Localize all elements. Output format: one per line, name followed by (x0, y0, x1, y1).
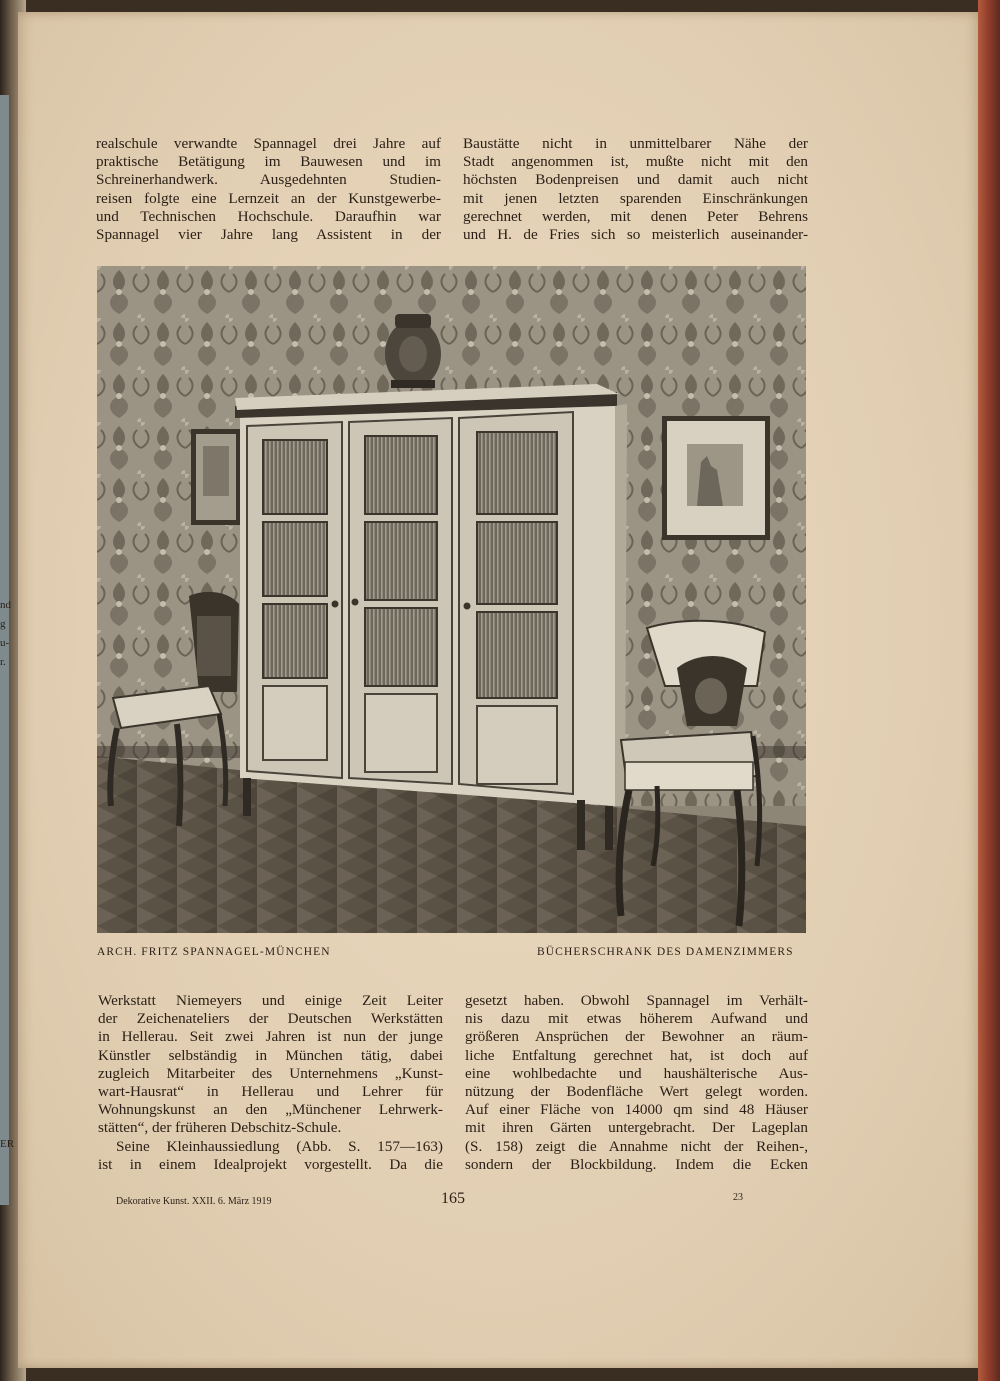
text-line: nis dazu mit etwas höherem Aufwand und (465, 1010, 808, 1028)
text-column-bottom-left (98, 992, 443, 1174)
text-line: höchsten Bodenpreisen und damit auch nicht (463, 171, 808, 189)
journal-footer: Dekorative Kunst. XXII. 6. März 1919 (116, 1196, 272, 1207)
text-line: in Hellerau. Seit zwei Jahren ist nun der junge (98, 1028, 443, 1046)
text-line: stätten“, der früheren Debschitz-Schule. (98, 1119, 342, 1137)
text-line: liche Entfaltung gerechnet hat, ist doch auf (465, 1046, 808, 1064)
text-line: Schreinerhandwerk. Ausgedehnten Studien- (96, 171, 441, 189)
text-line: gesetzt haben. Obwohl Spannagel im Verhält- (465, 992, 808, 1009)
facing-page-image-strip (0, 95, 9, 1205)
photo-caption-title: BÜCHERSCHRANK DES DAMENZIMMERS (537, 946, 794, 958)
facing-page-fragment: g (0, 618, 6, 630)
text-column-bottom-right (465, 992, 808, 1174)
text-line: wart-Hausrat“ in Hellerau und Lehrer für (98, 1083, 443, 1101)
text-column-top-right (463, 135, 808, 244)
text-line: Auf einer Fläche von 14000 qm sind 48 Häuser (465, 1101, 808, 1119)
text-line: mit ihren Gärten untergebracht. Der Lageplan (465, 1119, 808, 1137)
page-number: 165 (441, 1190, 465, 1207)
facing-page-fragment: r. (0, 656, 6, 668)
text-line: größeren Ansprüchen der Bewohner an räum- (465, 1028, 808, 1046)
text-line: sondern der Blockbildung. Indem die Ecken (465, 1155, 808, 1173)
photo-caption-architect: ARCH. FRITZ SPANNAGEL-MÜNCHEN (97, 946, 331, 958)
text-line: Wohnungskunst an den „Münchener Lehrwerk- (98, 1101, 443, 1119)
facing-page-fragment: nd (0, 599, 11, 611)
text-line: Künstler selbständig in München tätig, dabei (98, 1046, 443, 1064)
bookcase-photo-illustration (97, 266, 806, 933)
text-line: Seine Kleinhaussiedlung (Abb. S. 157—163) (116, 1137, 443, 1155)
text-line: gerechnet werden, mit denen Peter Behrens (463, 207, 808, 225)
text-line: praktische Betätigung im Bauwesen und im (96, 153, 441, 171)
bookcase-photograph (97, 266, 806, 933)
text-line: Baustätte nicht in unmittelbarer Nähe der (463, 135, 808, 152)
text-line: Spannagel vier Jahre lang Assistent in der (96, 226, 441, 244)
text-line: realschule verwandte Spannagel drei Jahre auf (96, 135, 441, 152)
text-line: mit jenen letzten sparenden Einschränkungen (463, 189, 808, 207)
text-line: eine wohlbedachte und haushälterische Aus- (465, 1064, 808, 1082)
text-line: zugleich Mitarbeiter des Unternehmens „Kunst- (98, 1064, 443, 1082)
text-line: (S. 158) zeigt die Annahme nicht der Reihen-, (465, 1137, 808, 1155)
text-column-top-left (96, 135, 441, 244)
text-line: und Technischen Hochschule. Daraufhin war (96, 207, 441, 225)
text-line: Werkstatt Niemeyers und einige Zeit Leiter (98, 992, 443, 1009)
text-line: reisen folgte eine Lernzeit an der Kunstgewerbe- (96, 189, 441, 207)
text-line: Stadt angenommen ist, mußte nicht mit den (463, 153, 808, 171)
text-line: und H. de Fries sich so meisterlich auseinander- (463, 226, 808, 244)
text-line: ist in einem Idealprojekt vorgestellt. Da die (98, 1155, 443, 1173)
text-line: nützung der Bodenfläche Wert gelegt worden. (465, 1083, 808, 1101)
text-line: der Zeichenateliers der Deutschen Werkstätten (98, 1010, 443, 1028)
signature-mark: 23 (733, 1192, 743, 1203)
facing-page-fragment: ER (0, 1138, 15, 1150)
book-cover-edge (978, 0, 1000, 1381)
facing-page-fragment: u- (0, 637, 10, 649)
